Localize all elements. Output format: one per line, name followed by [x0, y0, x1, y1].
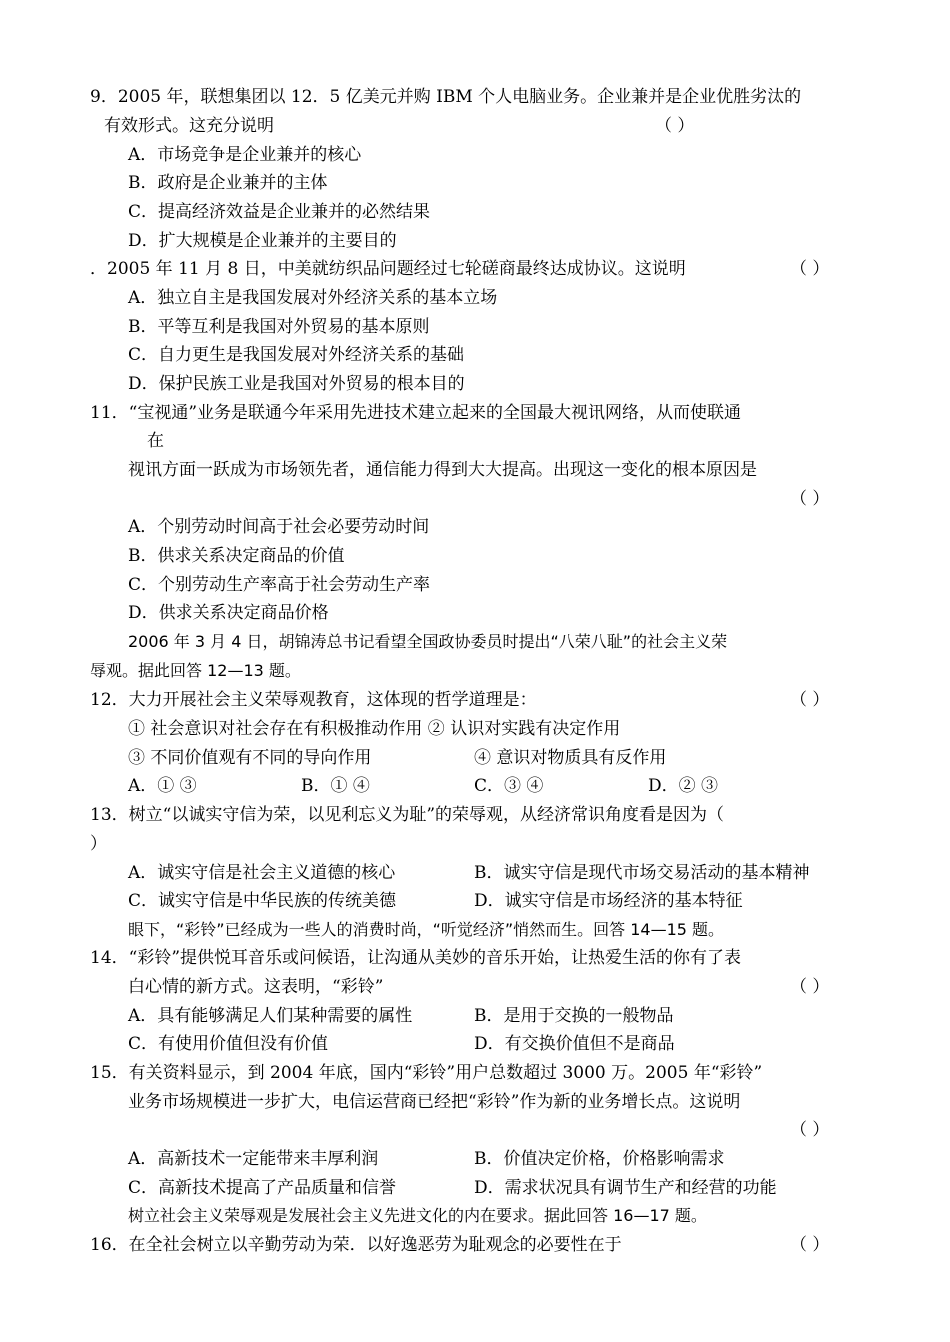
q14-answer-paren: （ ）	[790, 977, 830, 997]
q14-option-d: D．有交换价值但不是商品	[474, 1034, 675, 1054]
q9-answer-paren: （ ）	[655, 116, 695, 136]
q9-stem-line2: 有效形式。这充分说明	[104, 116, 274, 136]
q10-stem: ．2005 年 11 月 8 日，中美就纺织品问题经过七轮磋商最终达成协议。这说明	[90, 259, 686, 279]
q10-answer-paren: （ ）	[790, 259, 830, 279]
q12-option-d: D．② ③	[648, 776, 719, 796]
intro-14-15: 眼下，“彩铃”已经成为一些人的消费时尚，“听觉经济”悄然而生。回答 14—15 题。	[128, 920, 725, 939]
q9-option-c: C．提高经济效益是企业兼并的必然结果	[128, 202, 431, 222]
q13-stem: 13．树立“以诚实守信为荣，以见利忘义为耻”的荣辱观，从经济常识角度看是因为（	[90, 805, 725, 825]
q13-option-c: C．诚实守信是中华民族的传统美德	[128, 891, 397, 911]
q12-option-b: B．① ④	[301, 776, 370, 796]
q11-option-b: B．供求关系决定商品的价值	[128, 546, 345, 566]
q12-item-4: ④ 意识对物质具有反作用	[474, 748, 667, 768]
intro-12-13-line2: 辱观。据此回答 12—13 题。	[90, 661, 301, 680]
q11-option-c: C．个别劳动生产率高于社会劳动生产率	[128, 575, 431, 595]
q16-answer-paren: （ ）	[790, 1235, 830, 1255]
q10-option-a: A．独立自主是我国发展对外经济关系的基本立场	[128, 288, 498, 308]
q10-option-c: C．自力更生是我国发展对外经济关系的基础	[128, 345, 465, 365]
q11-answer-paren: （ ）	[790, 489, 830, 509]
q10-option-d: D．保护民族工业是我国对外贸易的根本目的	[128, 374, 465, 394]
q15-stem-line2: 业务市场规模进一步扩大，电信运营商已经把“彩铃”作为新的业务增长点。这说明	[128, 1092, 741, 1112]
q14-stem-line1: 14．“彩铃”提供悦耳音乐或问候语，让沟通从美妙的音乐开始，让热爱生活的你有了表	[90, 948, 742, 968]
q16-stem: 16．在全社会树立以辛勤劳动为荣．以好逸恶劳为耻观念的必要性在于	[90, 1235, 622, 1255]
q15-answer-paren: （ ）	[790, 1120, 830, 1140]
q11-stem-line1: 11．“宝视通”业务是联通今年采用先进技术建立起来的全国最大视讯网络，从而使联通	[90, 403, 742, 423]
q11-stem-line3: 视讯方面一跃成为市场领先者，通信能力得到大大提高。出现这一变化的根本原因是	[128, 460, 757, 480]
q12-option-a: A．① ③	[128, 776, 197, 796]
q14-stem-line2: 白心情的新方式。这表明，“彩铃”	[128, 977, 384, 997]
q14-option-b: B．是用于交换的一般物品	[474, 1006, 674, 1026]
q13-option-d: D．诚实守信是市场经济的基本特征	[474, 891, 743, 911]
q15-option-a: A．高新技术一定能带来丰厚利润	[128, 1149, 379, 1169]
q14-option-a: A．具有能够满足人们某种需要的属性	[128, 1006, 413, 1026]
q13-option-b: B．诚实守信是现代市场交易活动的基本精神	[474, 863, 810, 883]
q12-answer-paren: （ ）	[790, 690, 830, 710]
intro-16-17: 树立社会主义荣辱观是发展社会主义先进文化的内在要求。据此回答 16—17 题。	[128, 1206, 707, 1225]
q11-stem-line2: 在	[147, 431, 164, 451]
q15-option-b: B．价值决定价格，价格影响需求	[474, 1149, 725, 1169]
q13-stem-end: ）	[90, 834, 107, 854]
q15-option-d: D．需求状况具有调节生产和经营的功能	[474, 1178, 777, 1198]
q15-option-c: C．高新技术提高了产品质量和信誉	[128, 1178, 397, 1198]
q9-option-b: B．政府是企业兼并的主体	[128, 173, 328, 193]
q14-option-c: C．有使用价值但没有价值	[128, 1034, 329, 1054]
intro-12-13-line1: 2006 年 3 月 4 日，胡锦涛总书记看望全国政协委员时提出“八荣八耻”的社会主义荣	[128, 632, 728, 651]
q12-option-c: C．③ ④	[474, 776, 544, 796]
q12-item-3: ③ 不同价值观有不同的导向作用	[128, 748, 372, 768]
q13-option-a: A．诚实守信是社会主义道德的核心	[128, 863, 396, 883]
q10-option-b: B．平等互利是我国对外贸易的基本原则	[128, 317, 430, 337]
q15-stem-line1: 15．有关资料显示，到 2004 年底，国内“彩铃”用户总数超过 3000 万。2005 年“彩铃”	[90, 1063, 763, 1083]
q12-items-1-2: ① 社会意识对社会存在有积极推动作用 ② 认识对实践有决定作用	[128, 719, 621, 739]
q12-stem: 12．大力开展社会主义荣辱观教育，这体现的哲学道理是：	[90, 690, 537, 710]
q9-option-d: D．扩大规模是企业兼并的主要目的	[128, 231, 397, 251]
q9-option-a: A．市场竞争是企业兼并的核心	[128, 145, 362, 165]
q11-option-a: A．个别劳动时间高于社会必要劳动时间	[128, 517, 430, 537]
q9-stem-line1: 9．2005 年，联想集团以 12．5 亿美元并购 IBM 个人电脑业务。企业兼并是企业优胜劣汰的	[90, 87, 802, 107]
q11-option-d: D．供求关系决定商品价格	[128, 603, 329, 623]
